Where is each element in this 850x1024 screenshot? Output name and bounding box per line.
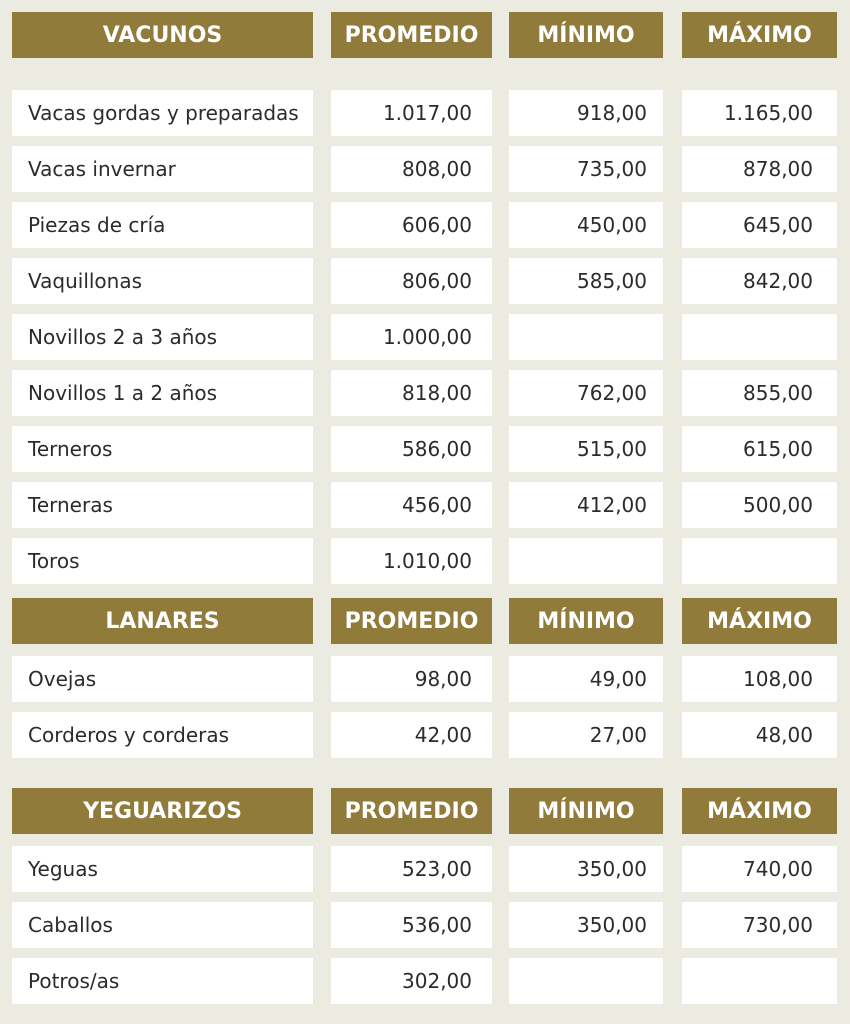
- max-value: 730,00: [682, 902, 837, 948]
- avg-value: 456,00: [331, 482, 492, 528]
- avg-value: 523,00: [331, 846, 492, 892]
- table-row: [0, 370, 850, 416]
- max-value: 855,00: [682, 370, 837, 416]
- row-label: Corderos y corderas: [12, 712, 313, 758]
- max-value: 500,00: [682, 482, 837, 528]
- min-value: 450,00: [509, 202, 663, 248]
- avg-value: 42,00: [331, 712, 492, 758]
- max-value: 878,00: [682, 146, 837, 192]
- avg-value: 1.017,00: [331, 90, 492, 136]
- table-row: [0, 712, 850, 758]
- max-value: 842,00: [682, 258, 837, 304]
- avg-column-header: PROMEDIO: [331, 788, 492, 834]
- min-value: 350,00: [509, 846, 663, 892]
- table-row: [0, 538, 850, 584]
- min-value: [509, 314, 663, 360]
- min-value: 918,00: [509, 90, 663, 136]
- min-value: 350,00: [509, 902, 663, 948]
- row-label: Novillos 2 a 3 años: [12, 314, 313, 360]
- lanares-section: [0, 598, 850, 768]
- table-row: [0, 656, 850, 702]
- vacunos-section: [0, 12, 850, 594]
- table-row: [0, 482, 850, 528]
- max-column-header: MÁXIMO: [682, 788, 837, 834]
- row-label: Yeguas: [12, 846, 313, 892]
- table-row: [0, 146, 850, 192]
- min-column-header: MÍNIMO: [509, 598, 663, 644]
- table-row: [0, 426, 850, 472]
- row-label: Terneros: [12, 426, 313, 472]
- lanares-title: LANARES: [12, 598, 313, 644]
- avg-column-header: PROMEDIO: [331, 12, 492, 58]
- max-column-header: MÁXIMO: [682, 12, 837, 58]
- min-value: 412,00: [509, 482, 663, 528]
- avg-value: 818,00: [331, 370, 492, 416]
- row-label: Ovejas: [12, 656, 313, 702]
- min-value: 515,00: [509, 426, 663, 472]
- min-value: 762,00: [509, 370, 663, 416]
- max-value: [682, 314, 837, 360]
- lanares-header-row: [0, 598, 850, 644]
- max-value: 645,00: [682, 202, 837, 248]
- table-row: [0, 314, 850, 360]
- min-value: 49,00: [509, 656, 663, 702]
- table-row: [0, 202, 850, 248]
- table-row: [0, 90, 850, 136]
- row-label: Vacas gordas y preparadas: [12, 90, 313, 136]
- row-label: Novillos 1 a 2 años: [12, 370, 313, 416]
- max-value: 615,00: [682, 426, 837, 472]
- table-row: [0, 958, 850, 1004]
- row-label: Caballos: [12, 902, 313, 948]
- max-value: 1.165,00: [682, 90, 837, 136]
- min-value: 735,00: [509, 146, 663, 192]
- avg-value: 536,00: [331, 902, 492, 948]
- row-label: Terneras: [12, 482, 313, 528]
- max-value: 740,00: [682, 846, 837, 892]
- table-row: [0, 846, 850, 892]
- min-column-header: MÍNIMO: [509, 12, 663, 58]
- avg-value: 808,00: [331, 146, 492, 192]
- min-value: [509, 958, 663, 1004]
- yeguarizos-header-row: [0, 788, 850, 834]
- max-column-header: MÁXIMO: [682, 598, 837, 644]
- max-value: [682, 538, 837, 584]
- avg-value: 98,00: [331, 656, 492, 702]
- vacunos-header-row: [0, 12, 850, 58]
- row-label: Piezas de cría: [12, 202, 313, 248]
- table-row: [0, 902, 850, 948]
- avg-value: 806,00: [331, 258, 492, 304]
- min-value: [509, 538, 663, 584]
- avg-value: 586,00: [331, 426, 492, 472]
- min-value: 27,00: [509, 712, 663, 758]
- min-value: 585,00: [509, 258, 663, 304]
- row-label: Vaquillonas: [12, 258, 313, 304]
- max-value: [682, 958, 837, 1004]
- avg-value: 606,00: [331, 202, 492, 248]
- row-label: Toros: [12, 538, 313, 584]
- avg-value: 302,00: [331, 958, 492, 1004]
- min-column-header: MÍNIMO: [509, 788, 663, 834]
- row-label: Vacas invernar: [12, 146, 313, 192]
- row-label: Potros/as: [12, 958, 313, 1004]
- vacunos-title: VACUNOS: [12, 12, 313, 58]
- avg-column-header: PROMEDIO: [331, 598, 492, 644]
- table-row: [0, 258, 850, 304]
- yeguarizos-title: YEGUARIZOS: [12, 788, 313, 834]
- avg-value: 1.000,00: [331, 314, 492, 360]
- avg-value: 1.010,00: [331, 538, 492, 584]
- max-value: 48,00: [682, 712, 837, 758]
- max-value: 108,00: [682, 656, 837, 702]
- yeguarizos-section: [0, 788, 850, 1014]
